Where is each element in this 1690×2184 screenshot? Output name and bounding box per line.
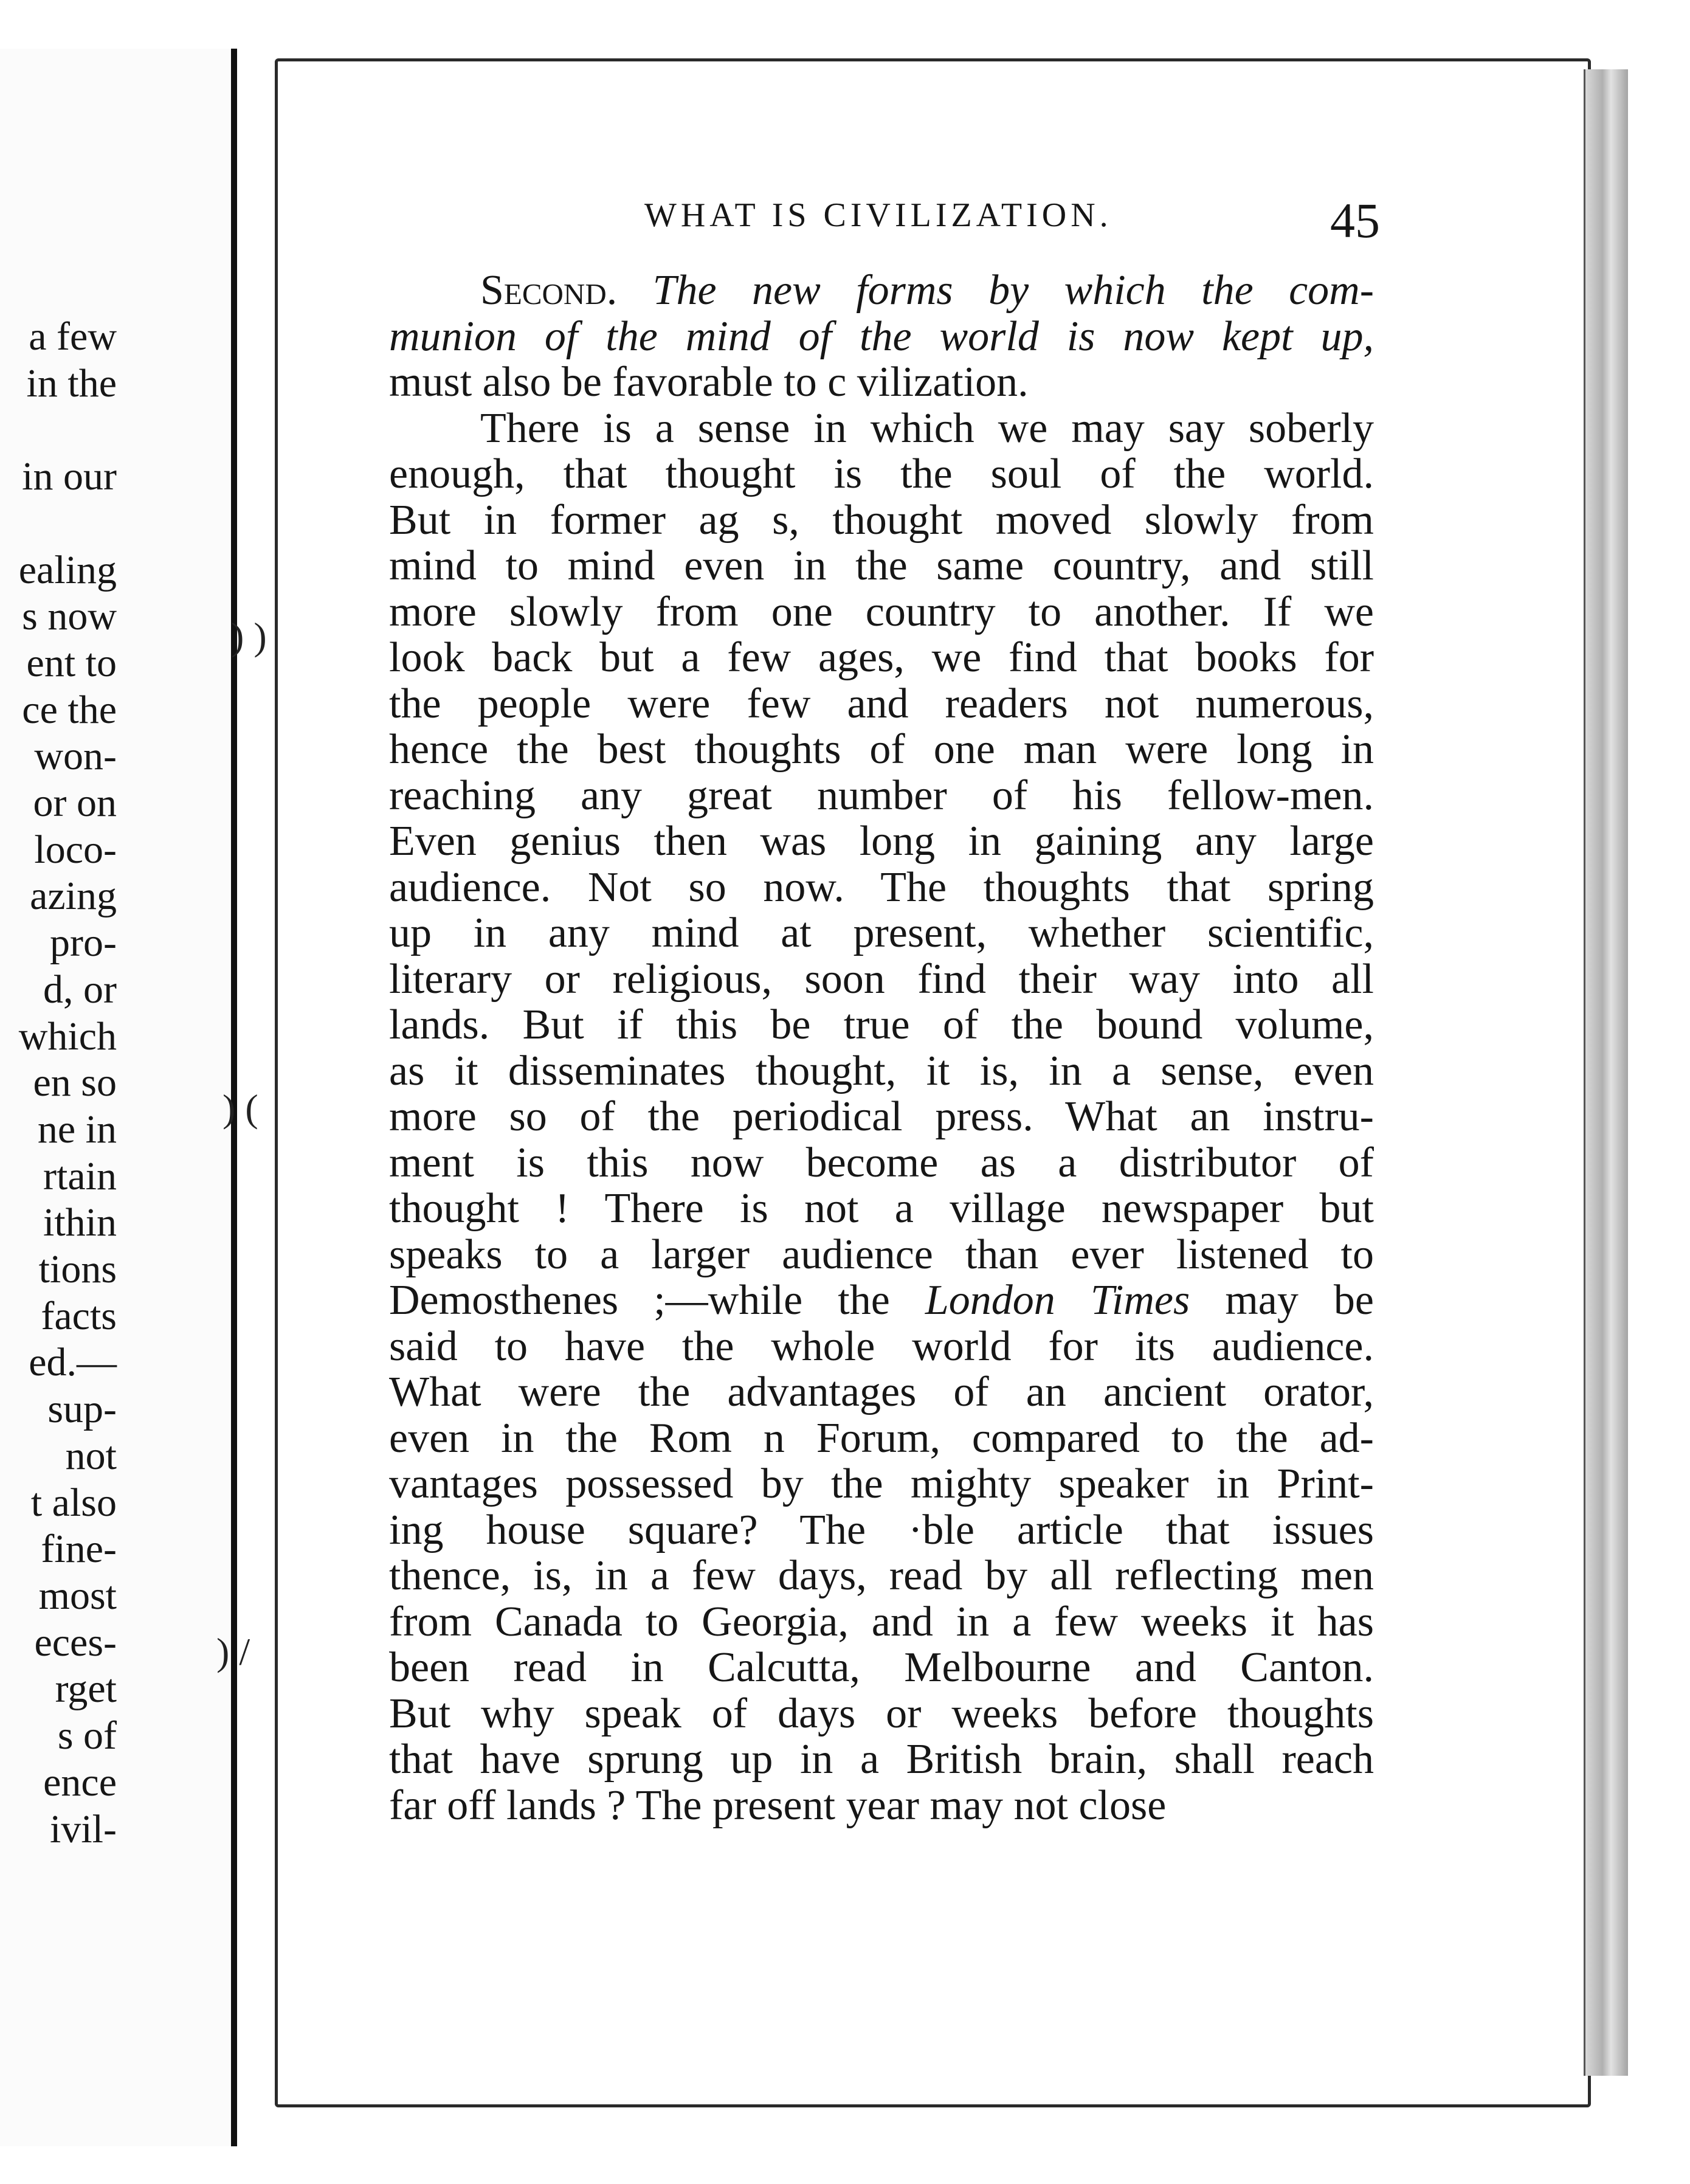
text-line: more slowly from one country to another. If we (389, 588, 1374, 635)
text-line: ment is this now become as a distributor of (389, 1139, 1374, 1186)
italic-text: The new forms by which the com- (652, 267, 1374, 314)
text-line: There is a sense in which we may say soberly (480, 404, 1374, 452)
text-line: enough, that thought is the soul of the world. (389, 451, 1374, 497)
left-text-fragment: ent to (26, 640, 117, 685)
text-line: the people were few and readers not numerous, (389, 680, 1374, 727)
left-text-fragment: a few (29, 314, 117, 359)
left-text-fragment: in the (26, 361, 117, 406)
left-text-fragment: fine- (41, 1527, 117, 1572)
text-line: that have sprung up in a British brain, shall reach (389, 1736, 1374, 1783)
left-text-fragment: t also (30, 1480, 117, 1525)
gutter-mark: ) / (216, 1630, 250, 1673)
left-text-fragment: or on (33, 781, 117, 826)
facing-page-left (0, 49, 237, 2146)
text-line: mind to mind even in the same country, and still (389, 542, 1374, 589)
left-text-fragment: sup- (47, 1387, 117, 1432)
text-line: ing house square? The ·ble article that issues (389, 1506, 1374, 1553)
left-text-fragment: ealing (18, 547, 117, 592)
text-line: must also be favorable to c vilization. (389, 359, 1029, 406)
text-line: said to have the whole world for its audience. (389, 1322, 1374, 1370)
left-text-fragment (0, 407, 117, 454)
text-line: lands. But if this be true of the bound volume, (389, 1001, 1374, 1048)
left-text-fragment: not (65, 1433, 117, 1478)
text-line: reaching any great number of his fellow-men. (389, 772, 1374, 819)
text-line: But in former ag s, thought moved slowly from (389, 496, 1374, 544)
text-line: far off lands ? The present year may not close (389, 1781, 1167, 1829)
left-text-fragment: rtain (43, 1153, 117, 1198)
page-body-text (389, 268, 1374, 1828)
text-run: may be (1190, 1277, 1374, 1324)
left-text-fragment: s now (22, 594, 117, 639)
gutter-mark: ) ) (231, 615, 267, 658)
text-run: Demosthenes ;—while the (389, 1277, 925, 1324)
left-text-fragment: d, or (43, 967, 117, 1012)
left-text-fragment: in our (22, 454, 117, 499)
left-text-fragment: eces- (34, 1620, 117, 1665)
text-line: But why speak of days or weeks before thoughts (389, 1690, 1374, 1737)
left-text-fragment: ivil- (50, 1806, 117, 1851)
left-text-fragment (0, 500, 117, 547)
page-number: 45 (1330, 193, 1380, 248)
text-line: thought ! There is not a village newspaper but (389, 1185, 1374, 1232)
left-page-text-fragments (0, 314, 117, 1853)
left-text-fragment: pro- (50, 921, 117, 966)
left-text-fragment: facts (41, 1293, 117, 1338)
left-text-fragment: ed.— (29, 1340, 117, 1385)
left-text-fragment: which (18, 1014, 117, 1059)
text-line: audience. Not so now. The thoughts that spring (389, 863, 1374, 911)
text-line: Even genius then was long in gaining any large (389, 818, 1374, 865)
left-text-fragment: ne in (37, 1107, 117, 1152)
left-text-fragment: ithin (43, 1200, 117, 1245)
left-text-fragment: ence (43, 1760, 117, 1805)
text-line: look back but a few ages, we find that books for (389, 634, 1374, 681)
running-head: WHAT IS CIVILIZATION. (644, 196, 1112, 234)
text-line: speaks to a larger audience than ever listened to (389, 1231, 1374, 1278)
text-line (389, 268, 1374, 314)
italic-text: London Times (925, 1277, 1190, 1324)
text-line: What were the advantages of an ancient orator, (389, 1369, 1374, 1415)
paragraph (389, 1324, 1374, 1829)
left-text-fragment: loco- (34, 827, 117, 872)
text-line: been read in Calcutta, Melbourne and Canton. (389, 1644, 1374, 1691)
text-line (389, 1277, 1374, 1324)
left-text-fragment: tions (38, 1247, 117, 1292)
text-line: up in any mind at present, whether scientific, (389, 910, 1374, 956)
text-line: vantages possessed by the mighty speaker in Print- (389, 1460, 1374, 1507)
text-line: from Canada to Georgia, and in a few weeks it has (389, 1598, 1374, 1645)
left-text-fragment: rget (55, 1667, 117, 1712)
left-text-fragment: s of (57, 1713, 117, 1758)
text-line: as it disseminates thought, it is, in a sense, even (389, 1047, 1374, 1094)
gutter-mark: ) ( (222, 1087, 258, 1130)
left-text-fragment: en so (33, 1060, 117, 1105)
text-line: more so of the periodical press. What an instru- (389, 1093, 1374, 1140)
left-text-fragment: azing (30, 874, 117, 919)
text-line: hence the best thoughts of one man were long in (389, 726, 1374, 773)
left-text-fragment: most (38, 1573, 117, 1618)
paragraph (389, 406, 1374, 1278)
section-heading: Second. (480, 267, 618, 314)
page-stack-edge (1584, 69, 1628, 2076)
text-line: munion of the mind of the world is now kept up, (389, 313, 1374, 360)
text-line: literary or religious, soon find their way into all (389, 955, 1374, 1003)
text-line: thence, is, in a few days, read by all reflecting men (389, 1552, 1374, 1599)
left-text-fragment: won- (34, 734, 117, 779)
left-text-fragment: ce the (22, 687, 117, 732)
text-line: even in the Rom n Forum, compared to the ad- (389, 1414, 1374, 1462)
